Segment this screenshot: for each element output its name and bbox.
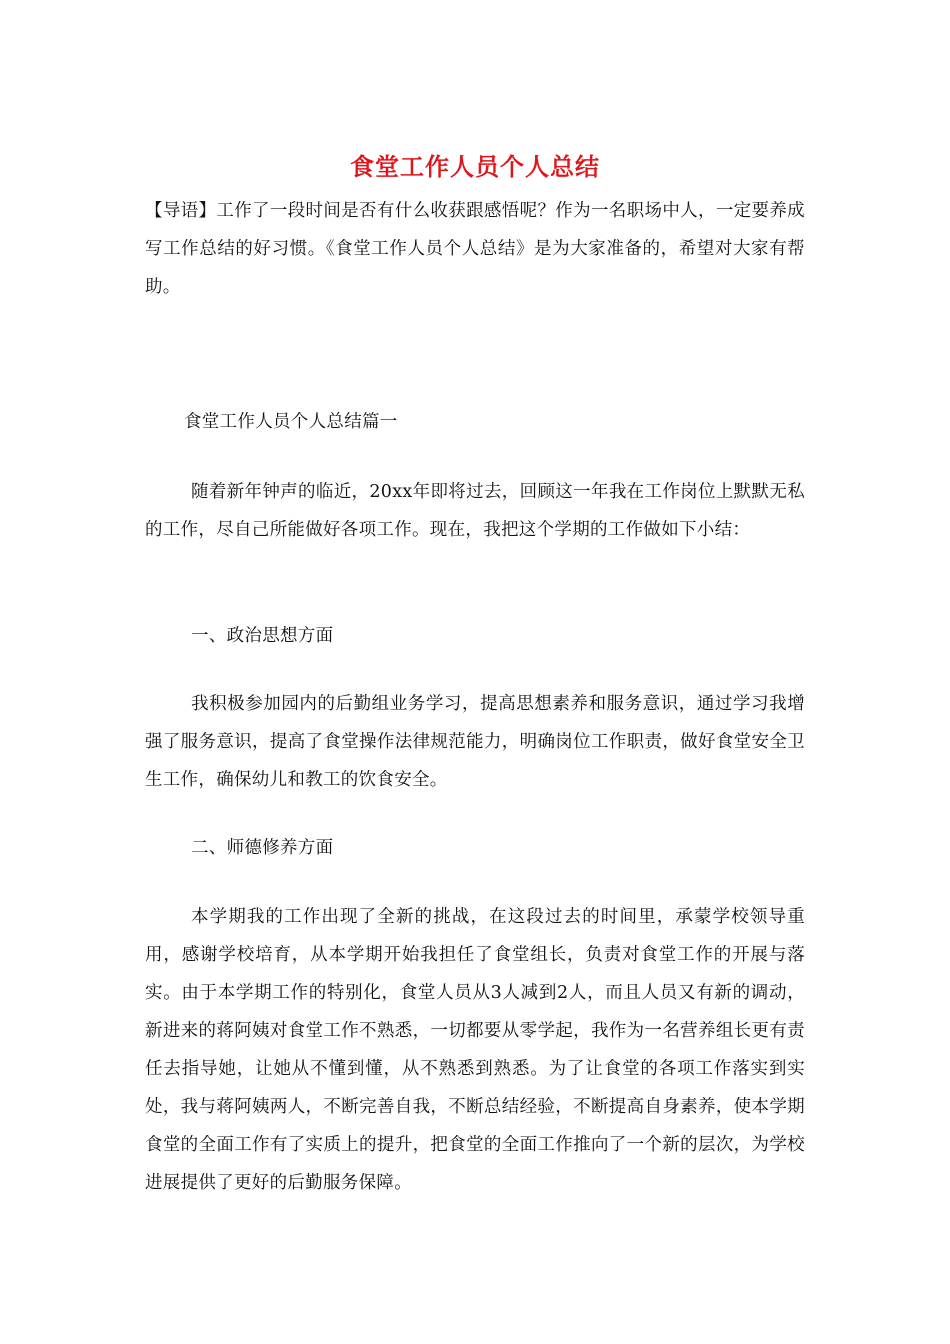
document-title: 食堂工作人员个人总结 [350,152,600,181]
section-title: 食堂工作人员个人总结篇一 [184,412,398,432]
paragraph-opening: 随着新年钟声的临近，20xx年即将过去，回顾这一年我在工作岗位上默默无私的工作，尽自己所能做好各项工作。现在，我把这个学期的工作做如下小结： [145,482,805,540]
heading-political-thought: 一、政治思想方面 [191,626,334,646]
paragraph-teacher-ethics: 本学期我的工作出现了全新的挑战，在这段过去的时间里，承蒙学校领导重用，感谢学校培育，从本学期开始我担任了食堂组长，负责对食堂工作的开展与落实。由于本学期工作的特别化，食堂人员从3人减到2人，而且人员又有新的调动，新进来的蒋阿姨对食堂工作不熟悉，一切都要从零学起，我作为一名营养组长更有责任去指导她，让她从不懂到懂，从不熟悉到熟悉。为了让食堂的各项工作落实到实处，我与蒋阿姨两人，不断完善自我，不断总结经验，不断提高自身素养，使本学期食堂的全面工作有了实质上的提升，把食堂的全面工作推向了一个新的层次，为学校进展提供了更好的后勤服务保障。 [145,907,805,1193]
heading-teacher-ethics: 二、师德修养方面 [191,838,334,858]
intro-paragraph: 【导语】工作了一段时间是否有什么收获跟感悟呢？作为一名职场中人，一定要养成写工作总结的好习惯。《食堂工作人员个人总结》是为大家准备的，希望对大家有帮助。 [145,201,805,297]
paragraph-political-thought: 我积极参加园内的后勤组业务学习，提高思想素养和服务意识，通过学习我增强了服务意识，提高了食堂操作法律规范能力，明确岗位工作职责，做好食堂安全卫生工作，确保幼儿和教工的饮食安全。 [145,694,805,790]
